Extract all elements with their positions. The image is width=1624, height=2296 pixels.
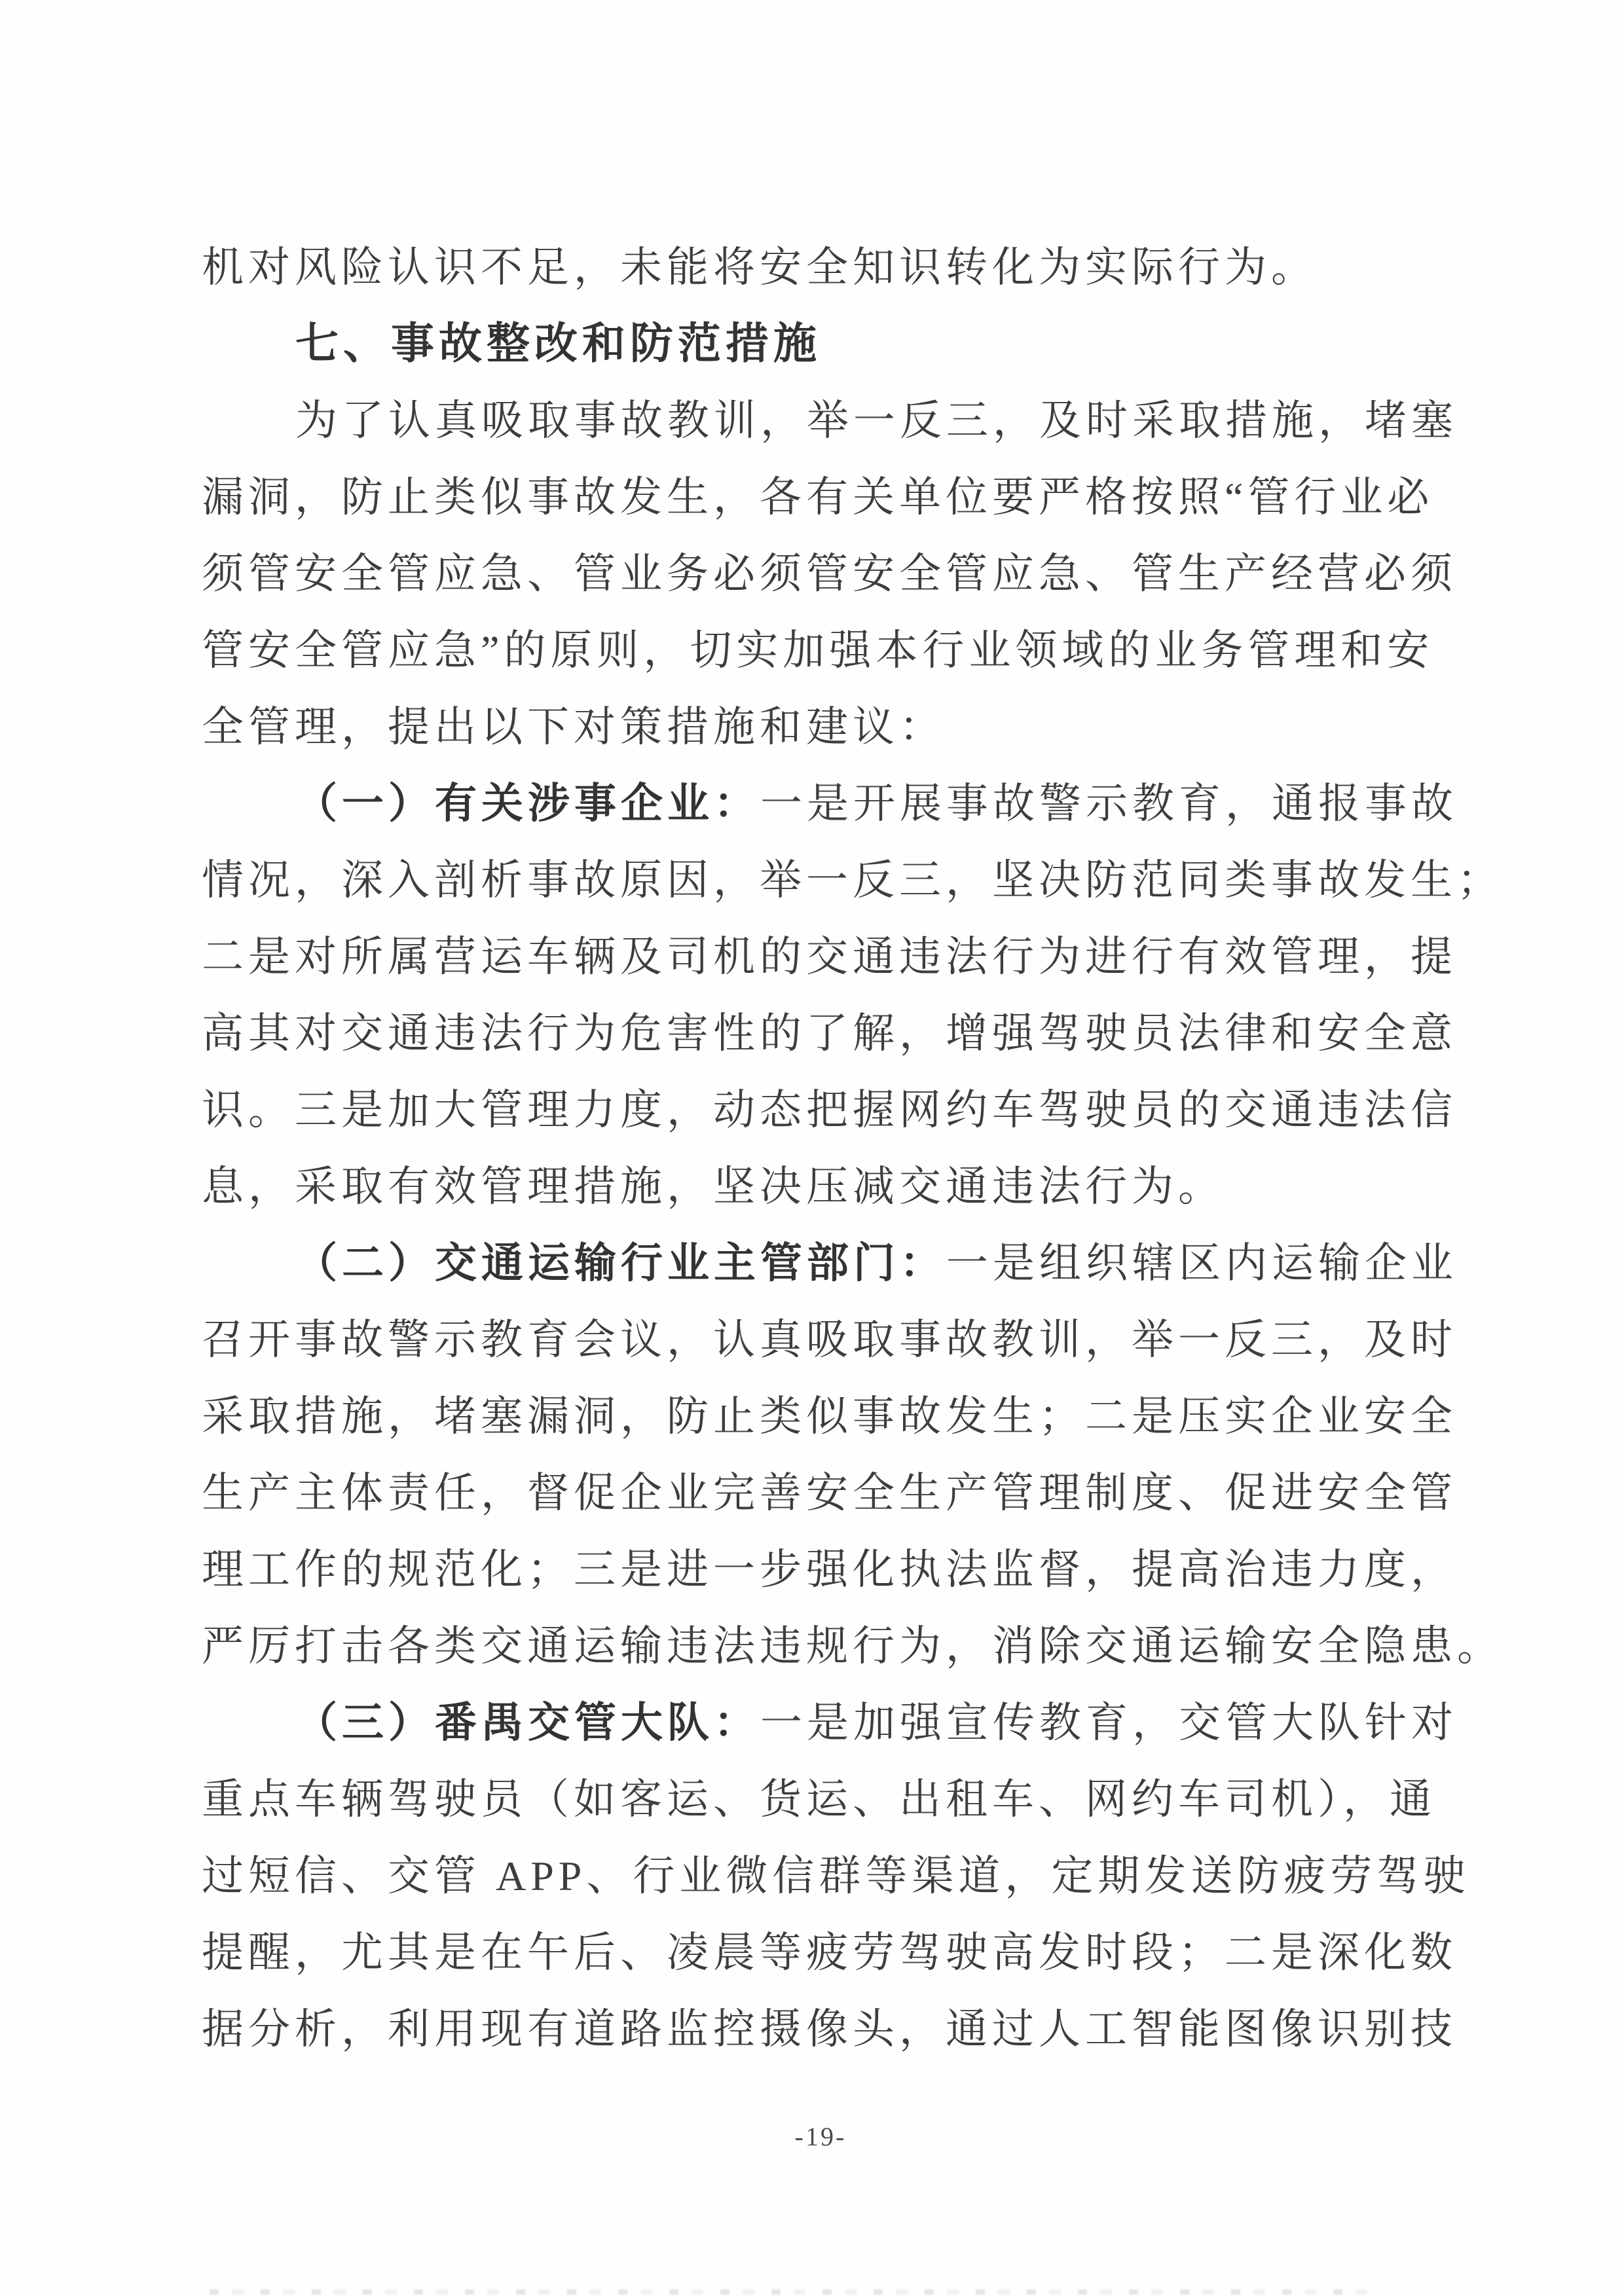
text-segment: 全管理，提出以下对策措施和建议： — [202, 704, 946, 750]
text-line — [202, 1685, 1458, 1761]
text-segment: 理工作的规范化；三是进一步强化执法监督，提高治违力度， — [202, 1546, 1457, 1593]
text-line — [202, 689, 1421, 765]
text-segment: 生产主体责任，督促企业完善安全生产管理制度、促进安全管 — [202, 1470, 1457, 1516]
text-segment: 严厉打击各类交通运输违法违规行为，消除交通运输安全隐患。 — [202, 1623, 1504, 1669]
page-number: -19- — [794, 2122, 847, 2151]
text-segment: 一是组织辖区内运输企业 — [946, 1240, 1458, 1286]
text-segment: 高其对交通违法行为危害性的了解，增强驾驶员法律和安全意 — [202, 1010, 1457, 1057]
text-segment: 管安全管应急”的原则，切实加强本行业领域的业务管理和安 — [202, 627, 1434, 674]
text-line — [202, 1608, 1504, 1685]
text-segment: 一是加强宣传教育，交管大队针对 — [760, 1700, 1458, 1746]
text-line — [202, 842, 1504, 919]
text-segment: 过短信、交管 APP、行业微信群等渠道，定期发送防疲劳驾驶 — [202, 1853, 1470, 1899]
text-segment: 提醒，尤其是在午后、凌晨等疲劳驾驶高发时段；二是深化数 — [202, 1929, 1457, 1976]
text-segment: 重点车辆驾驶员（如客运、货运、出租车、网约车司机），通 — [202, 1776, 1436, 1823]
text-line — [202, 765, 1458, 842]
text-line — [202, 1225, 1458, 1302]
text-line — [202, 1838, 1470, 1914]
text-segment: 识。三是加大管理力度，动态把握网约车驾驶员的交通违法信 — [202, 1087, 1457, 1133]
text-segment: 一是开展事故警示教育，通报事故 — [760, 780, 1458, 827]
text-line — [202, 1378, 1457, 1455]
text-line — [202, 995, 1457, 1072]
emphasis-segment: （三）番禺交管大队： — [295, 1700, 760, 1746]
text-segment: 采取措施，堵塞漏洞，防止类似事故发生；二是压实企业安全 — [202, 1393, 1457, 1440]
text-line — [202, 459, 1434, 536]
text-line — [202, 1302, 1457, 1378]
text-segment: 机对风险认识不足，未能将安全知识转化为实际行为。 — [202, 244, 1318, 291]
document-text — [202, 229, 1504, 2068]
text-line — [202, 1914, 1457, 1991]
text-segment: 召开事故警示教育会议，认真吸取事故教训，举一反三，及时 — [202, 1317, 1457, 1363]
emphasis-segment: （一）有关涉事企业： — [295, 780, 760, 827]
text-line — [202, 382, 1458, 459]
text-line — [202, 1072, 1457, 1148]
text-line — [202, 1531, 1457, 1608]
emphasis-segment: 七、事故整改和防范措施 — [295, 320, 821, 368]
text-line — [202, 1761, 1436, 1838]
text-line — [202, 1991, 1457, 2068]
section-heading — [202, 306, 1421, 382]
text-line — [202, 536, 1457, 612]
text-segment: 为了认真吸取事故教训，举一反三，及时采取措施，堵塞 — [295, 397, 1458, 444]
text-line — [202, 612, 1434, 689]
text-segment: 须管安全管应急、管业务必须管安全管应急、管生产经营必须 — [202, 551, 1457, 597]
text-line — [202, 1148, 1421, 1225]
text-line — [202, 1455, 1457, 1531]
text-segment: 息，采取有效管理措施，坚决压减交通违法行为。 — [202, 1163, 1225, 1210]
scan-artifact-bottom — [210, 2289, 1375, 2295]
text-line — [202, 919, 1457, 995]
text-segment: 漏洞，防止类似事故发生，各有关单位要严格按照“管行业必 — [202, 474, 1434, 520]
emphasis-segment: （二）交通运输行业主管部门： — [295, 1240, 946, 1286]
text-segment: 二是对所属营运车辆及司机的交通违法行为进行有效管理，提 — [202, 934, 1457, 980]
text-segment: 据分析，利用现有道路监控摄像头，通过人工智能图像识别技 — [202, 2006, 1457, 2052]
text-line — [202, 229, 1421, 306]
text-segment: 情况，深入剖析事故原因，举一反三，坚决防范同类事故发生； — [202, 857, 1504, 903]
